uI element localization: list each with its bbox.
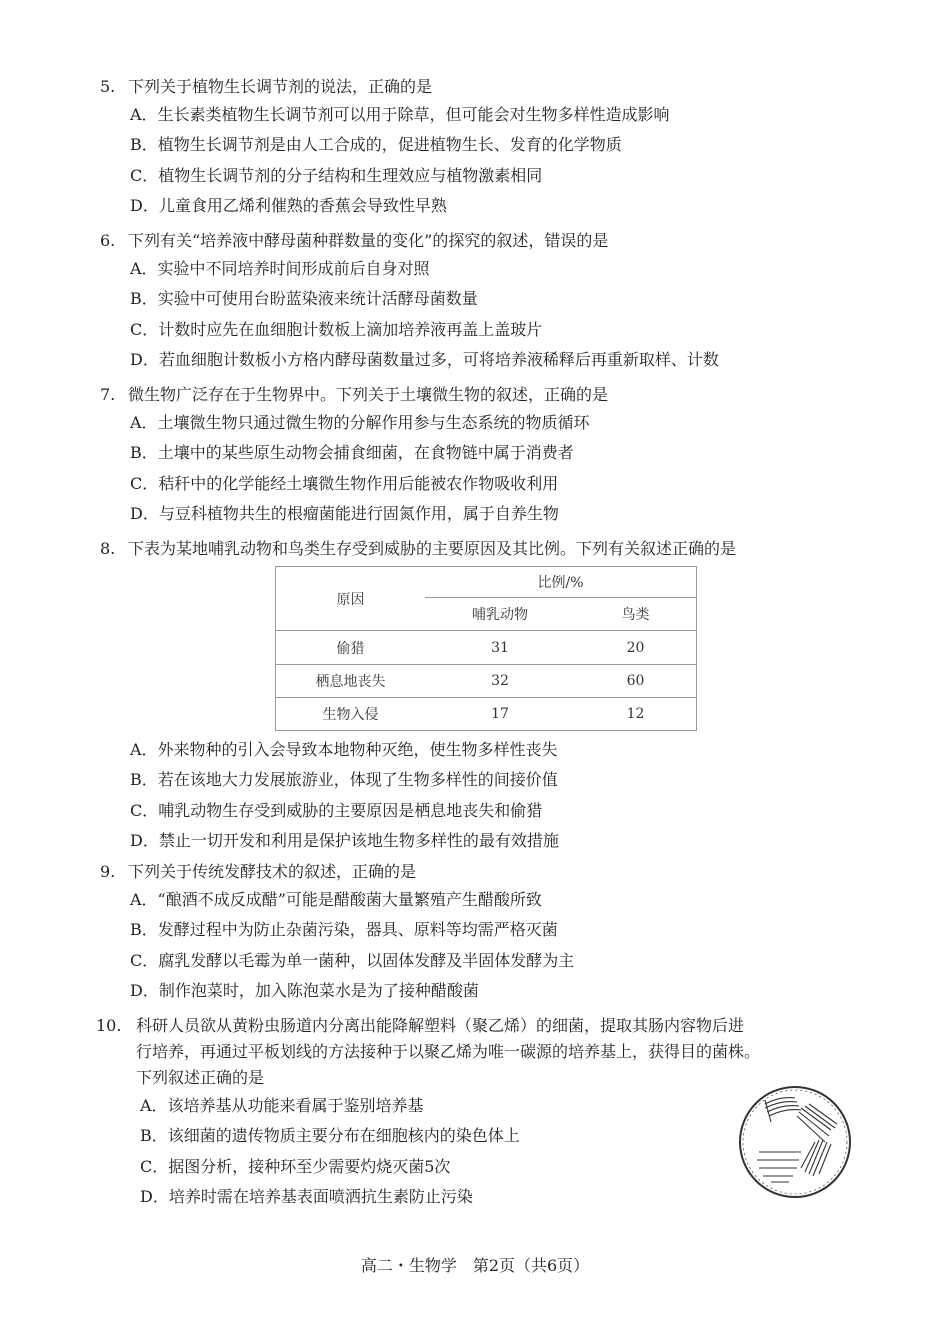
question-number: 9. [100,862,116,881]
question-6 [100,228,860,375]
threat-ratio-table [275,566,697,731]
question-stem: 下列有关“培养液中酵母菌种群数量的变化”的探究的叙述，错误的是 [128,231,609,250]
option-a: A．实验中不同培养时间形成前后自身对照 [130,259,430,278]
option-c: C．植物生长调节剂的分子结构和生理效应与植物激素相同 [130,165,543,185]
table-row [276,631,697,665]
option-b: B．该细菌的遗传物质主要分布在细胞核内的染色体上 [140,1126,520,1146]
question-5 [100,74,860,221]
table-cell-bird: 20 [575,631,697,665]
table-cell-mammal: 17 [425,698,575,731]
option-c: C．据图分析，接种环至少需要灼烧灭菌5次 [140,1156,451,1176]
option-d: D．若血细胞计数板小方格内酵母菌数量过多，可将培养液稀释后再重新取样、计数 [130,349,719,369]
table-row [276,665,697,698]
table-cell-mammal: 31 [425,631,575,665]
option-c: C．腐乳发酵以毛霉为单一菌种，以固体发酵及半固体发酵为主 [130,950,575,970]
option-d: D．禁止一切开发和利用是保护该地生物多样性的最有效措施 [130,830,559,850]
option-d: D．与豆科植物共生的根瘤菌能进行固氮作用，属于自养生物 [130,503,559,523]
question-8 [100,536,860,562]
question-stem: 下列关于传统发酵技术的叙述，正确的是 [128,862,417,881]
table-header-ratio: 比例/% [425,567,697,598]
table-cell-bird: 12 [575,698,697,731]
question-9 [100,859,860,1006]
option-b: B．若在该地大力发展旅游业，体现了生物多样性的间接价值 [130,770,558,790]
question-number: 7. [100,385,116,404]
option-d: D．儿童食用乙烯利催熟的香蕉会导致性早熟 [130,195,447,215]
streak-region-3 [801,1140,831,1176]
petri-dish-outline [740,1087,850,1197]
option-d: D．培养时需在培养基表面喷洒抗生素防止污染 [140,1186,473,1206]
table-cell-reason: 栖息地丧失 [276,665,426,698]
option-b: B．实验中可使用台盼蓝染液来统计活酵母菌数量 [130,289,478,309]
option-a: A．该培养基从功能来看属于鉴别培养基 [140,1096,424,1115]
table-header-reason: 原因 [276,567,426,631]
option-a: A．土壤微生物只通过微生物的分解作用参与生态系统的物质循环 [130,413,590,432]
question-number: 6. [100,231,116,250]
option-c: C．秸秆中的化学能经土壤微生物作用后能被农作物吸收利用 [130,473,559,493]
streak-region-4 [757,1152,801,1182]
question-stem: 下表为某地哺乳动物和鸟类生存受到威胁的主要原因及其比例。下列有关叙述正确的是 [128,539,737,558]
streak-region-2 [797,1104,837,1142]
question-stem-line: 行培养，再通过平板划线的方法接种于以聚乙烯为唯一碳源的培养基上，获得目的菌株。 [136,1042,761,1061]
question-stem-line: 科研人员欲从黄粉虫肠道内分离出能降解塑料（聚乙烯）的细菌，提取其肠内容物后进 [136,1016,745,1035]
table-header-mammal: 哺乳动物 [425,598,575,631]
streak-plate-figure [735,1082,855,1202]
option-a: A．生长素类植物生长调节剂可以用于除草，但可能会对生物多样性造成影响 [130,105,670,124]
question-stem-line: 下列叙述正确的是 [136,1068,265,1087]
question-number: 5. [100,77,116,96]
table-cell-reason: 偷猎 [276,631,426,665]
streak-region-1 [765,1098,801,1122]
option-c: C．哺乳动物生存受到威胁的主要原因是栖息地丧失和偷猎 [130,800,543,820]
option-a: A．外来物种的引入会导致本地物种灭绝，使生物多样性丧失 [130,740,558,759]
option-b: B．土壤中的某些原生动物会捕食细菌，在食物链中属于消费者 [130,443,574,463]
question-number: 8. [100,539,116,558]
option-b: B．植物生长调节剂是由人工合成的，促进植物生长、发育的化学物质 [130,135,622,155]
option-d: D．制作泡菜时，加入陈泡菜水是为了接种醋酸菌 [130,980,479,1000]
question-stem: 微生物广泛存在于生物界中。下列关于土壤微生物的叙述，正确的是 [128,385,609,404]
option-a: A．“酿酒不成反成醋”可能是醋酸菌大量繁殖产生醋酸所致 [130,890,542,909]
question-8-options [100,735,860,856]
table-cell-bird: 60 [575,665,697,698]
question-stem: 下列关于植物生长调节剂的说法，正确的是 [128,77,433,96]
question-number: 10. [96,1016,122,1035]
question-7 [100,382,860,529]
page-footer: 高二・生物学 第2页（共6页） [360,1256,590,1275]
table-cell-reason: 生物入侵 [276,698,426,731]
table-cell-mammal: 32 [425,665,575,698]
option-c: C．计数时应先在血细胞计数板上滴加培养液再盖上盖玻片 [130,319,543,339]
table-row [276,698,697,731]
table-header-bird: 鸟类 [575,598,697,631]
option-b: B．发酵过程中为防止杂菌污染，器具、原料等均需严格灭菌 [130,920,558,940]
